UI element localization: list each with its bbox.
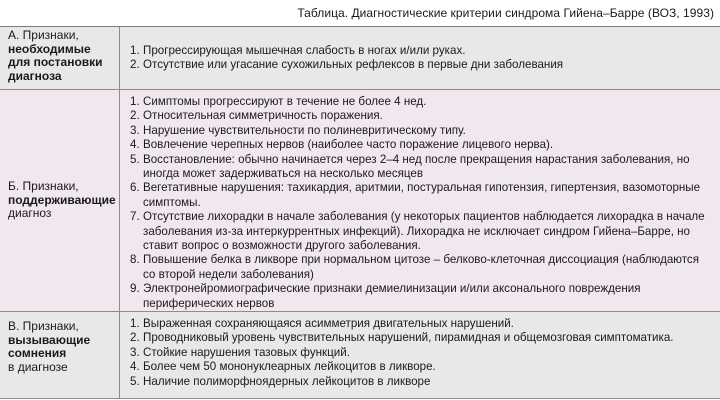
section-doubtful bbox=[0, 312, 720, 399]
section-label-bold: необходимые для постановки диагноза bbox=[8, 41, 103, 83]
list-item bbox=[130, 109, 712, 123]
item-number: 3. bbox=[130, 345, 140, 359]
item-text: Стойкие нарушения тазовых функций. bbox=[143, 345, 350, 359]
section-label-bold: вызывающие сомнения bbox=[8, 332, 91, 360]
section-label bbox=[0, 312, 120, 398]
list-item bbox=[130, 331, 712, 345]
list-item bbox=[130, 253, 712, 282]
section-label-prefix: А. Признаки, bbox=[8, 28, 79, 42]
list-item bbox=[130, 317, 712, 331]
criteria-list bbox=[130, 317, 712, 389]
item-number: 8. bbox=[130, 253, 140, 267]
item-number: 6. bbox=[130, 181, 140, 195]
list-item bbox=[130, 181, 712, 210]
item-text: Повышение белка в ликворе при нормальном цитозе – белково-клеточная диссоциация (наблюдаются со второй недели заболевания) bbox=[143, 253, 699, 281]
section-items bbox=[120, 90, 720, 311]
item-text: Проводниковый уровень чувствительных нарушений, пирамидная и общемозговая симптоматика. bbox=[143, 331, 674, 345]
list-item bbox=[130, 282, 712, 311]
item-number: 5. bbox=[130, 374, 140, 388]
item-number: 1. bbox=[130, 95, 140, 108]
item-number: 3. bbox=[130, 123, 140, 137]
section-items bbox=[120, 312, 720, 398]
criteria-list bbox=[130, 44, 712, 73]
item-number: 1. bbox=[130, 317, 140, 330]
criteria-list bbox=[130, 95, 712, 311]
list-item bbox=[130, 124, 712, 138]
table-title: Таблица. Диагностические критерии синдрома Гийена–Барре (ВОЗ, 1993) bbox=[0, 0, 720, 27]
item-number: 2. bbox=[130, 58, 140, 71]
section-label bbox=[0, 27, 120, 89]
item-text: Вегетативные нарушения: тахикардия, аритмии, постуральная гипотензия, гипертензия, вазомоторные симптомы. bbox=[143, 181, 701, 209]
item-text: Электронейромиографические признаки демиелинизации и/или аксонального повреждения периферических нервов bbox=[143, 282, 641, 310]
section-label bbox=[0, 90, 120, 311]
list-item bbox=[130, 210, 712, 253]
list-item bbox=[130, 360, 712, 374]
item-text: Более чем 50 мононуклеарных лейкоцитов в ликворе. bbox=[143, 360, 436, 374]
item-number: 9. bbox=[130, 282, 140, 296]
section-label-prefix: В. Признаки, bbox=[8, 319, 79, 333]
section-supporting bbox=[0, 90, 720, 312]
item-number: 4. bbox=[130, 360, 140, 374]
section-items bbox=[120, 27, 720, 89]
item-number: 7. bbox=[130, 210, 140, 224]
item-text: Восстановление: обычно начинается через 2–4 нед после прекращения нарастания заболевания, но иногда может задерживаться на несколько месяцев bbox=[143, 152, 690, 181]
item-number: 5. bbox=[130, 152, 140, 166]
section-label-suffix: диагноз bbox=[8, 206, 52, 221]
item-text: Выраженная сохраняющаяся асимметрия двигательных нарушений. bbox=[143, 317, 514, 330]
item-number: 2. bbox=[130, 109, 140, 123]
item-number: 4. bbox=[130, 138, 140, 152]
item-number: 1. bbox=[130, 43, 140, 57]
list-item bbox=[130, 95, 712, 109]
item-text: Прогрессирующая мышечная слабость в ногах и/или руках. bbox=[143, 43, 466, 57]
list-item bbox=[130, 138, 712, 152]
item-text: Нарушение чувствительности по полиневритическому типу. bbox=[143, 123, 466, 137]
list-item bbox=[130, 153, 712, 182]
item-text: Симптомы прогрессируют в течение не более 4 нед. bbox=[143, 95, 427, 108]
item-text: Отсутствие лихорадки в начале заболевания (у некоторых пациентов наблюдается лихорадка в начале заболевания из-за интеркуррентных инфекций). Лихорадка не исключает синдром Гийена–Барре, но ставит вопрос о возможности другого заболевания. bbox=[143, 210, 705, 253]
section-label-prefix: Б. Признаки, bbox=[8, 179, 79, 194]
section-label-suffix: в диагнозе bbox=[8, 359, 68, 374]
section-required bbox=[0, 27, 720, 90]
item-text: Вовлечение черепных нервов (наиболее часто поражение лицевого нерва). bbox=[143, 138, 554, 152]
list-item bbox=[130, 346, 712, 360]
item-text: Наличие полиморфноядерных лейкоцитов в ликворе bbox=[143, 374, 431, 388]
list-item bbox=[130, 44, 712, 58]
list-item bbox=[130, 375, 712, 389]
section-label-bold: поддерживающие bbox=[8, 192, 116, 207]
item-text: Отсутствие или угасание сухожильных рефлексов в первые дни заболевания bbox=[143, 58, 564, 71]
item-text: Относительная симметричность поражения. bbox=[143, 109, 383, 123]
item-number: 2. bbox=[130, 331, 140, 345]
list-item bbox=[130, 58, 712, 72]
